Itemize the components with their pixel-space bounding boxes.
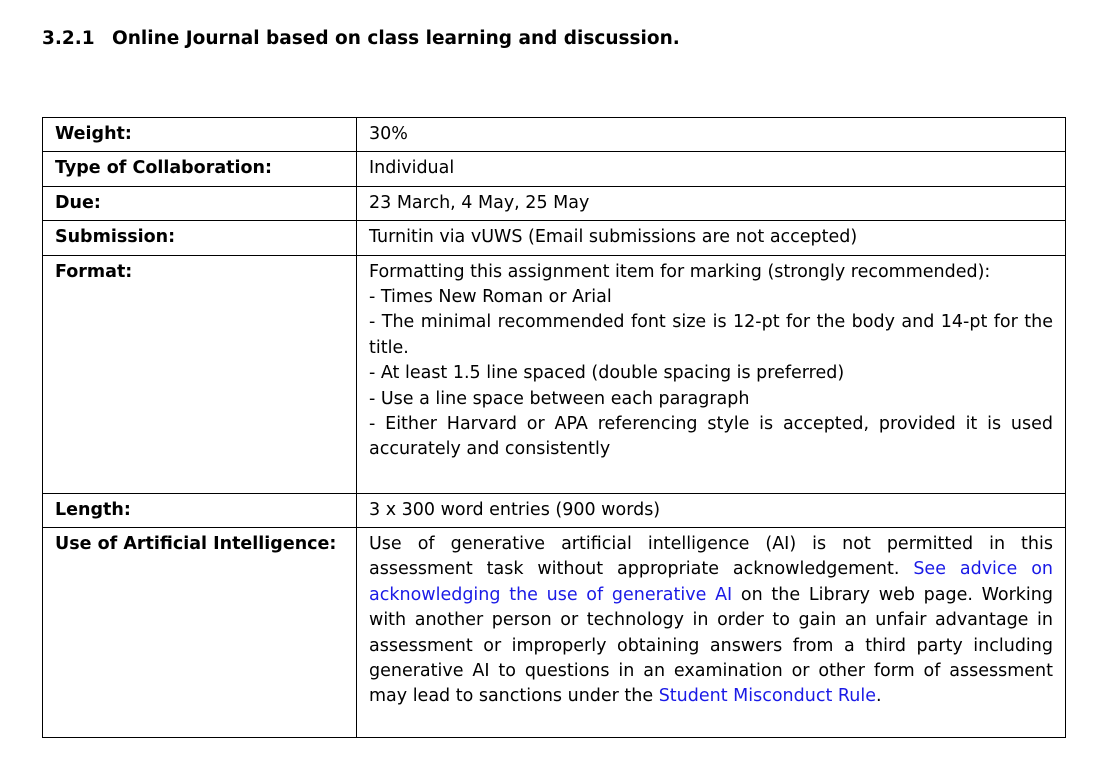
format-line: - Use a line space between each paragraph [369,388,750,409]
weight-value: 30% [357,118,1066,152]
table-row-ai [43,528,1066,738]
format-line: - Times New Roman or Arial [369,287,612,308]
weight-label: Weight: [43,118,357,152]
section-title: Online Journal based on class learning and discussion. [112,28,680,49]
table-row-submission [43,221,1066,255]
format-value [357,255,1066,493]
table-row-due [43,186,1066,220]
section-heading [42,28,680,49]
format-line: - Either Harvard or APA referencing style is accepted, provided it is used accurately and consistently [369,414,1053,460]
format-label: Format: [43,255,357,493]
submission-label: Submission: [43,221,357,255]
format-line: - At least 1.5 line spaced (double spacing is preferred) [369,363,845,384]
ai-text: on the Library web page. Working with another person or technology in order to gain an unfair advantage in assessment or improperly obtaining answers from a third party including generative AI to questions in an examination or other form of assessment may lead to sanctions under the [369,584,1053,707]
collaboration-value: Individual [357,152,1066,186]
due-value: 23 March, 4 May, 25 May [357,186,1066,220]
submission-value: Turnitin via vUWS (Email submissions are not accepted) [357,221,1066,255]
due-label: Due: [43,186,357,220]
ai-value [357,528,1066,738]
assessment-details-table [42,117,1066,738]
format-line: Formatting this assignment item for marking (strongly recommended): [369,261,991,282]
collaboration-label: Type of Collaboration: [43,152,357,186]
section-number: 3.2.1 [42,28,95,49]
table-row-weight [43,118,1066,152]
format-line: - The minimal recommended font size is 12-pt for the body and 14-pt for the title. [369,312,1053,358]
length-value: 3 x 300 word entries (900 words) [357,493,1066,527]
ai-advice-link[interactable]: See advice on acknowledging the use of generative AI [369,559,1053,605]
ai-text: . [876,686,882,707]
ai-text: Use of generative artificial intelligence (AI) is not permitted in this assessment task without appropriate acknowledgement. [369,534,1053,580]
table-row-collaboration [43,152,1066,186]
table-row-length [43,493,1066,527]
table-row-format [43,255,1066,493]
misconduct-rule-link[interactable]: Student Misconduct Rule [658,686,876,707]
length-label: Length: [43,493,357,527]
ai-label: Use of Artificial Intelligence: [43,528,357,738]
